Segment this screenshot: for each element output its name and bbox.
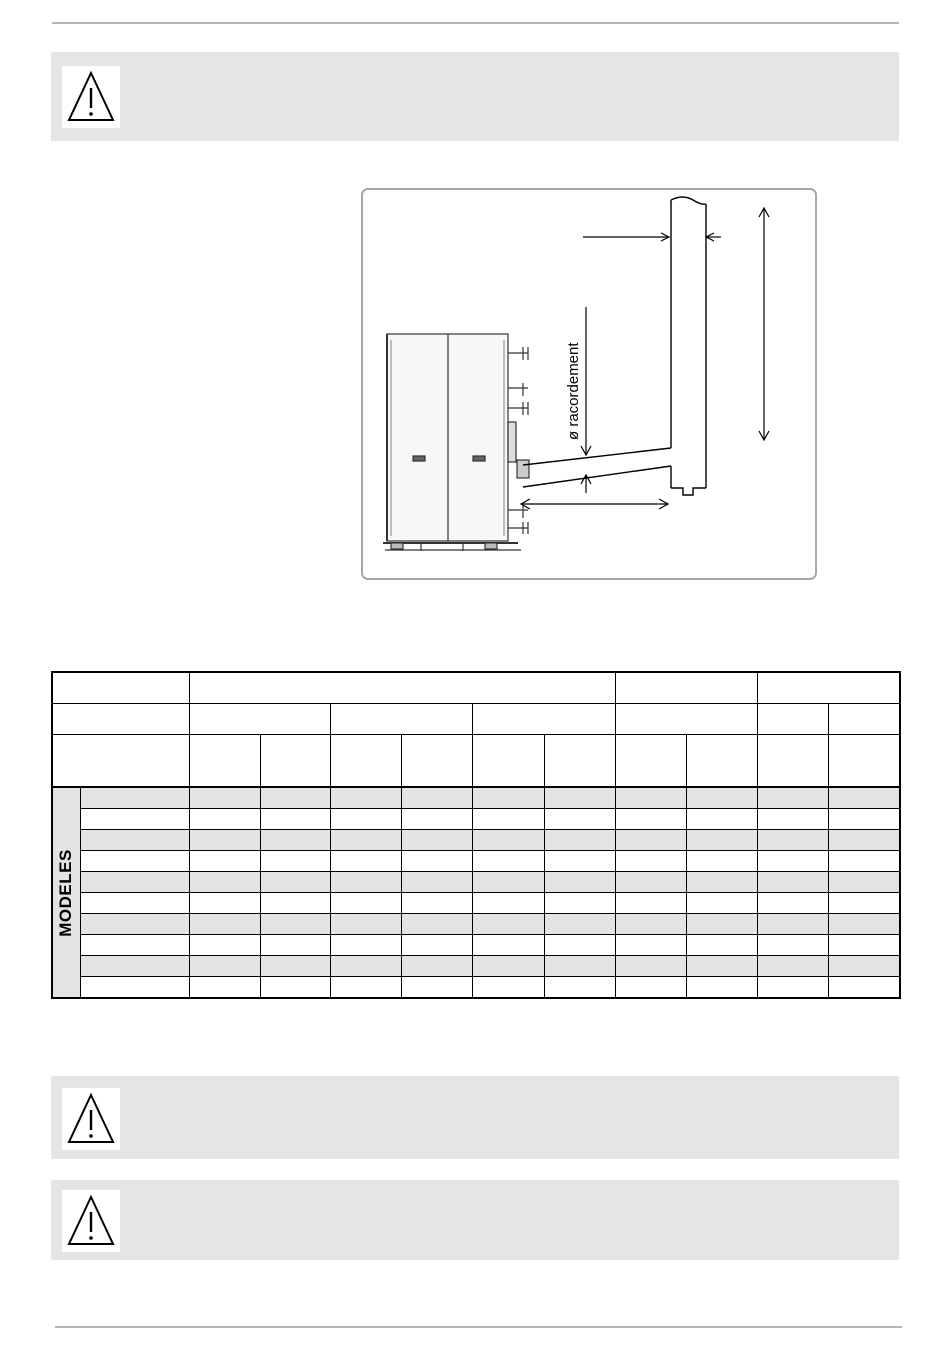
table-cell — [473, 914, 544, 935]
footer-rule — [55, 1326, 902, 1328]
boiler-illustration — [383, 334, 529, 551]
table-cell — [615, 809, 686, 830]
header-row-2 — [52, 704, 900, 735]
table-cell — [331, 787, 402, 809]
table-cell — [544, 809, 615, 830]
table-cell — [260, 830, 330, 851]
table-cell — [544, 956, 615, 977]
connector-length-arrow — [521, 499, 668, 509]
table-row — [52, 956, 900, 977]
model-name-cell — [80, 809, 189, 830]
table-cell — [758, 956, 829, 977]
table-row — [52, 872, 900, 893]
table-cell — [758, 935, 829, 956]
table-cell — [473, 935, 544, 956]
table-cell — [402, 914, 473, 935]
table-cell — [331, 893, 402, 914]
table-cell — [615, 977, 686, 999]
model-rows — [52, 787, 900, 998]
header-row-1 — [52, 672, 900, 704]
table-cell — [686, 809, 757, 830]
table-cell — [686, 977, 757, 999]
table-row — [52, 977, 900, 999]
table-cell — [544, 977, 615, 999]
table-row — [52, 893, 900, 914]
table-cell — [260, 956, 330, 977]
table-cell — [402, 851, 473, 872]
header-cell — [473, 704, 615, 735]
header-cell — [615, 735, 686, 788]
header-cell — [189, 735, 260, 788]
table-cell — [686, 872, 757, 893]
table-cell — [758, 914, 829, 935]
table-cell — [260, 872, 330, 893]
header-cell — [686, 735, 757, 788]
table-row — [52, 787, 900, 809]
table-cell — [544, 851, 615, 872]
table-cell — [615, 956, 686, 977]
chimney-flue — [523, 197, 706, 495]
table-cell — [829, 851, 900, 872]
header-rule — [52, 22, 899, 24]
table-cell — [473, 872, 544, 893]
model-name-cell — [80, 830, 189, 851]
model-name-cell — [80, 935, 189, 956]
table-cell — [189, 893, 260, 914]
table-cell — [829, 977, 900, 999]
table-cell — [473, 851, 544, 872]
table-cell — [402, 893, 473, 914]
connector-diameter-arrow — [581, 307, 591, 493]
header-cell — [829, 735, 900, 788]
table-cell — [260, 809, 330, 830]
model-name-cell — [80, 977, 189, 999]
models-spec-table — [51, 671, 901, 999]
header-cell — [758, 672, 900, 704]
table-cell — [686, 851, 757, 872]
chimney-height-arrow — [759, 208, 769, 440]
table-cell — [473, 787, 544, 809]
table-cell — [331, 830, 402, 851]
table-cell — [189, 787, 260, 809]
header-cell — [260, 735, 330, 788]
table-cell — [544, 872, 615, 893]
header-row-3 — [52, 735, 900, 788]
table-cell — [331, 914, 402, 935]
header-cell — [758, 704, 829, 735]
models-row-group — [52, 787, 80, 998]
table-row — [52, 851, 900, 872]
header-cell — [52, 735, 189, 788]
table-cell — [189, 977, 260, 999]
table-cell — [473, 809, 544, 830]
table-cell — [331, 956, 402, 977]
table-cell — [615, 935, 686, 956]
model-name-cell — [80, 914, 189, 935]
table-cell — [544, 787, 615, 809]
table-cell — [189, 956, 260, 977]
table-cell — [615, 893, 686, 914]
table-cell — [758, 851, 829, 872]
table-cell — [189, 935, 260, 956]
warning-box-3 — [51, 1180, 899, 1260]
table-cell — [615, 787, 686, 809]
header-cell — [544, 735, 615, 788]
header-cell — [829, 704, 900, 735]
table-cell — [402, 809, 473, 830]
table-cell — [829, 787, 900, 809]
header-cell — [52, 672, 189, 704]
table-cell — [402, 872, 473, 893]
table-cell — [829, 956, 900, 977]
header-cell — [758, 735, 829, 788]
table-cell — [402, 830, 473, 851]
table-cell — [473, 893, 544, 914]
table-cell — [189, 872, 260, 893]
warning-triangle-icon — [62, 1088, 120, 1150]
table-cell — [260, 893, 330, 914]
table-cell — [615, 914, 686, 935]
table-cell — [189, 914, 260, 935]
model-name-cell — [80, 893, 189, 914]
table-cell — [686, 787, 757, 809]
table-row — [52, 935, 900, 956]
table-cell — [615, 830, 686, 851]
table-cell — [260, 787, 330, 809]
table-cell — [331, 851, 402, 872]
header-cell — [189, 672, 615, 704]
model-name-cell — [80, 787, 189, 809]
table-cell — [758, 893, 829, 914]
table-cell — [189, 809, 260, 830]
model-name-cell — [80, 956, 189, 977]
table-cell — [758, 977, 829, 999]
header-cell — [402, 735, 473, 788]
models-vertical-label: MODELES — [56, 848, 76, 937]
table-cell — [829, 893, 900, 914]
table-cell — [260, 914, 330, 935]
table-cell — [829, 830, 900, 851]
table-cell — [829, 872, 900, 893]
table-cell — [402, 787, 473, 809]
table-cell — [331, 872, 402, 893]
table-cell — [758, 787, 829, 809]
table-row — [52, 830, 900, 851]
table-cell — [473, 830, 544, 851]
table-cell — [473, 977, 544, 999]
table-cell — [402, 935, 473, 956]
warning-triangle-icon — [62, 66, 120, 128]
table-cell — [829, 914, 900, 935]
table-cell — [686, 935, 757, 956]
table-cell — [686, 830, 757, 851]
table-cell — [260, 851, 330, 872]
table-cell — [829, 935, 900, 956]
warning-box-1 — [51, 52, 899, 141]
header-cell — [189, 704, 330, 735]
warning-box-2 — [51, 1076, 899, 1159]
table-cell — [686, 914, 757, 935]
table-cell — [402, 977, 473, 999]
header-cell — [331, 735, 402, 788]
header-cell — [52, 704, 189, 735]
table-row — [52, 914, 900, 935]
table-cell — [544, 893, 615, 914]
table-cell — [331, 809, 402, 830]
flue-connection-diagram — [361, 188, 817, 580]
table-cell — [402, 956, 473, 977]
table-cell — [331, 935, 402, 956]
table-cell — [615, 872, 686, 893]
table-cell — [686, 893, 757, 914]
table-cell — [331, 977, 402, 999]
header-cell — [473, 735, 544, 788]
table-cell — [758, 830, 829, 851]
table-cell — [544, 935, 615, 956]
model-name-cell — [80, 851, 189, 872]
table-cell — [260, 977, 330, 999]
model-name-cell — [80, 872, 189, 893]
table-cell — [544, 914, 615, 935]
warning-triangle-icon — [62, 1190, 120, 1252]
table-cell — [473, 956, 544, 977]
table-cell — [189, 851, 260, 872]
header-cell — [615, 672, 757, 704]
table-cell — [189, 830, 260, 851]
connection-diameter-label: ø racordement — [565, 342, 582, 440]
chimney-diameter-arrow — [583, 233, 721, 241]
header-cell — [331, 704, 473, 735]
table-row — [52, 809, 900, 830]
table-cell — [260, 935, 330, 956]
table-cell — [758, 872, 829, 893]
table-cell — [686, 956, 757, 977]
table-cell — [544, 830, 615, 851]
header-cell — [615, 704, 757, 735]
table-cell — [758, 809, 829, 830]
table-cell — [829, 809, 900, 830]
table-cell — [615, 851, 686, 872]
